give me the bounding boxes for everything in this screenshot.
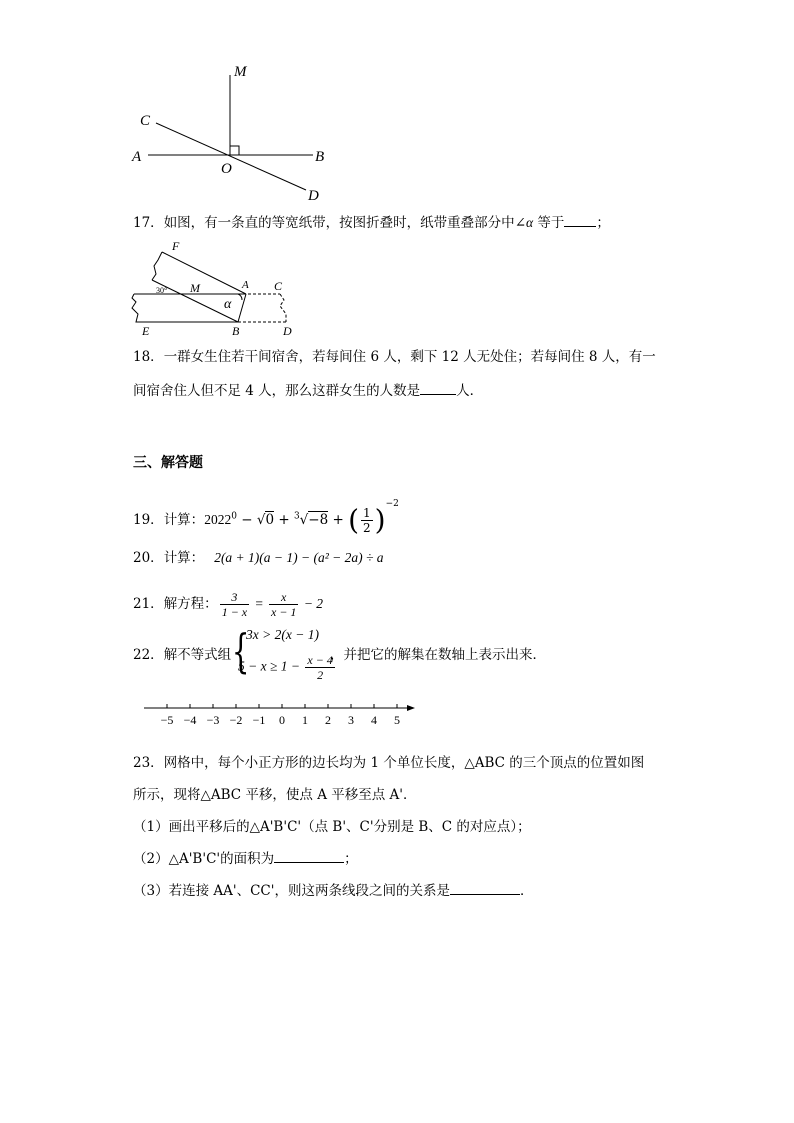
expr-op: + (328, 512, 349, 528)
answer-blank[interactable] (420, 380, 456, 395)
question-23-line2: 所示，现将△ABC 平移，使点 A 平移至点 A'． (133, 787, 417, 803)
expr-op: − (236, 512, 257, 528)
question-number: 17． (133, 215, 164, 231)
tick-label: 3 (348, 713, 354, 727)
question-21 (133, 590, 323, 619)
fraction (361, 506, 373, 535)
number-line-ticks (161, 704, 400, 727)
question-text: 网格中，每个小正方形的边长均为 1 个单位长度，△ABC 的三个顶点的位置如图 (163, 755, 645, 771)
question-text: ； (344, 851, 358, 867)
figure-paper-strip (128, 236, 308, 342)
paren-left: ( (348, 503, 360, 537)
fraction-denominator: 2 (363, 521, 371, 535)
paren-right: ) (374, 503, 386, 537)
question-18-line2 (133, 380, 483, 401)
expr-exponent: 0 (231, 511, 237, 522)
sqrt-sign: √ (299, 512, 309, 528)
tick-label: −1 (252, 713, 266, 727)
tick-label: −3 (206, 713, 220, 727)
fraction-denominator: 1 − x (221, 605, 248, 619)
question-17 (133, 212, 610, 233)
question-number: 21． (133, 596, 164, 612)
question-23-part1: （1）画出平移后的△A'B'C'（点 B'、C'分别是 B、C 的对应点）； (133, 819, 531, 835)
cube-root-radicand: −8 (308, 512, 329, 528)
label-m: M (190, 281, 200, 295)
label-alpha: α (224, 297, 232, 312)
fraction-numerator: x − 4 (307, 653, 333, 667)
tick-label: 5 (394, 713, 400, 727)
question-22-tail: ，并把它的解集在数轴上表示出来． (330, 647, 546, 663)
label-30-degrees: 30° (156, 286, 168, 295)
tick-label: −5 (160, 713, 174, 727)
question-number: 22． (133, 647, 164, 663)
tick-label: −2 (229, 713, 243, 727)
question-text: ． (519, 883, 534, 899)
answer-blank[interactable] (274, 848, 344, 863)
question-number: 20． (133, 550, 164, 566)
system-brace: { (231, 624, 250, 678)
question-label: 解方程： (163, 596, 218, 612)
label-c: C (140, 113, 151, 129)
question-text: 间宿舍住人但不足 4 人，那么这群女生的人数是 (133, 383, 421, 399)
tick-label: 4 (371, 713, 377, 727)
fraction-numerator: 3 (220, 590, 249, 605)
question-22 (133, 645, 231, 665)
question-text: 如图，有一条直的等宽纸带，按图折叠时，纸带重叠部分中 (163, 215, 515, 231)
inequality-2-left: 5 − x ≥ 1 − (238, 658, 304, 674)
question-text: （2）△A'B'C'的面积为 (133, 851, 275, 867)
number-line[interactable] (140, 700, 420, 730)
fraction-denominator: x − 1 (271, 605, 297, 619)
inequality-1: 3x > 2(x − 1) (246, 627, 319, 642)
label-f: F (172, 239, 180, 253)
fraction-numerator: x (269, 590, 298, 605)
tick-label: −4 (183, 713, 197, 727)
angle-alpha: ∠α (514, 215, 534, 230)
question-18 (133, 347, 656, 367)
inequality-2 (238, 653, 337, 682)
question-text: （3）若连接 AA'、CC'，则这两条线段之间的关系是 (133, 883, 450, 899)
question-number: 23． (133, 755, 164, 771)
expr-2022: 2022 (204, 512, 232, 527)
label-b: B (232, 324, 240, 338)
answer-blank[interactable] (564, 212, 596, 227)
question-label: 计算： (163, 512, 205, 528)
equals: = (251, 596, 267, 611)
question-text: 人． (456, 383, 484, 399)
figure-lines-mocd (128, 60, 338, 210)
question-number: 18． (133, 349, 164, 365)
label-a: A (242, 279, 249, 291)
tick-label: 2 (325, 713, 331, 727)
sqrt-radicand: 0 (265, 512, 275, 528)
fraction-numerator: 1 (363, 506, 371, 520)
question-end: ； (596, 215, 610, 231)
label-d: D (308, 188, 319, 204)
tick-label: 0 (279, 713, 285, 727)
label-d: D (283, 324, 292, 338)
answer-blank[interactable] (450, 880, 520, 895)
question-label: 计算： (163, 550, 205, 566)
label-e: E (142, 324, 150, 338)
question-text: 一群女生住若干间宿舍，若每间住 6 人，剩下 12 人无处住；若每间住 8 人，有一 (163, 349, 656, 365)
label-b: B (315, 149, 325, 165)
expression: 2(a + 1)(a − 1) − (a² − 2a) ÷ a (214, 550, 384, 565)
question-number: 19． (133, 512, 164, 528)
expr-exponent: −2 (385, 499, 399, 509)
expression-tail: − 2 (300, 596, 324, 611)
label-c: C (274, 279, 283, 293)
label-m: M (234, 64, 247, 80)
label-a: A (132, 149, 142, 165)
question-23-part2 (133, 848, 358, 869)
sqrt-sign: √ (256, 512, 266, 528)
question-20 (133, 548, 384, 568)
tick-label: 1 (302, 713, 308, 727)
label-o: O (221, 161, 232, 177)
expr-op: + (274, 512, 294, 528)
question-19 (133, 494, 399, 535)
section-heading: 三、解答题 (133, 455, 203, 471)
cube-root-index: 3 (293, 511, 300, 522)
question-label: 解不等式组 (163, 647, 232, 663)
fraction-left (220, 590, 249, 619)
fraction-denominator: 2 (317, 668, 324, 682)
question-text: 等于 (533, 215, 565, 231)
fraction-right (269, 590, 298, 619)
question-23-part3 (133, 880, 533, 901)
question-23 (133, 753, 644, 773)
